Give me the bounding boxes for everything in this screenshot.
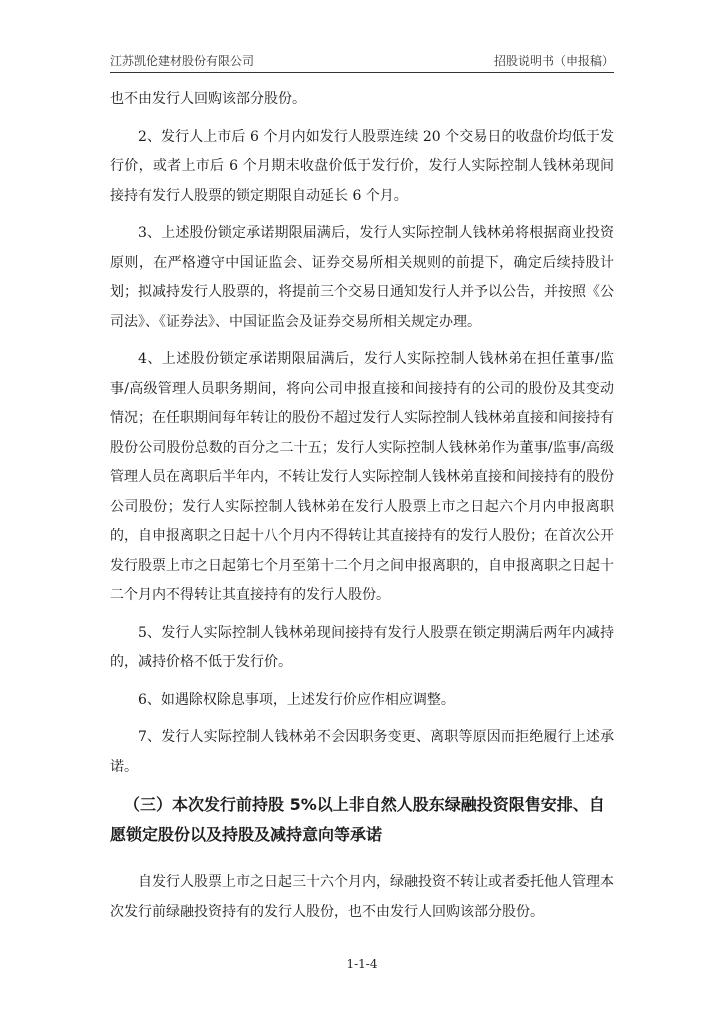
section-heading: （三）本次发行前持股 5%以上非自然人股东绿融投资限售安排、自愿锁定股份以及持股及减持意向等承诺 [110,795,605,844]
section-paragraph: 自发行人股票上市之日起三十六个月内，绿融投资不转让或者委托他人管理本次发行前绿融投资持有的发行人股份，也不由发行人回购该部分股份。 [110,874,614,920]
document-body [110,85,614,935]
paragraph-item-7: 7、发行人实际控制人钱林弟不会因职务变更、离职等原因而拒绝履行上述承诺。 [110,729,614,775]
paragraph-item-5: 5、发行人实际控制人钱林弟现间接持有发行人股票在锁定期满后两年内减持的，减持价格不低于发行价。 [110,624,614,670]
page-header [110,50,614,73]
page-number: 1-1-4 [346,957,378,971]
paragraph-continuation: 也不由发行人回购该部分股份。 [110,91,306,107]
paragraph-item-3: 3、上述股份锁定承诺期限届满后，发行人实际控制人钱林弟将根据商业投资原则，在严格遵守中国证监会、证券交易所相关规则的前提下，确定后续持股计划；拟减持发行人股票的，将提前三个交易日通知发行人并予以公告，并按照《公司法》、《证券法》、中国证监会及证券交易所相关规定办理。 [110,225,614,330]
header-company-name: 江苏凯伦建材股份有限公司 [110,54,255,68]
paragraph-item-6: 6、如遇除权除息事项，上述发行价应作相应调整。 [138,691,455,708]
paragraph-item-4: 4、上述股份锁定承诺期限届满后，发行人实际控制人钱林弟在担任董事/监事/高级管理人员职务期间，将向公司申报直接和间接持有的公司的股份及其变动情况；在任职期间每年转让的股份不超过发行人实际控制人钱林弟直接和间接持有股份公司股份总数的百分之二十五；发行人实际控制人钱林弟作为董事/监事/高级管理人员在离职后半年内，不转让发行人实际控制人钱林弟直接和间接持有的股份公司股份；发行人实际控制人钱林弟在发行人股票上市之日起六个月内申报离职的，自申报离职之日起十八个月内不得转让其直接持有的发行人股份；在首次公开发行股票上市之日起第七个月至第十二个月之间申报离职的，自申报离职之日起十二个月内不得转让其直接持有的发行人股份。 [110,351,614,603]
paragraph-item-2: 2、发行人上市后 6 个月内如发行人股票连续 20 个交易日的收盘价均低于发行价，或者上市后 6 个月期末收盘价低于发行价，发行人实际控制人钱林弟现间接持有发行人股票的锁定期限自动延长 6 个月。 [110,128,614,204]
header-document-type: 招股说明书（申报稿） [493,54,614,68]
